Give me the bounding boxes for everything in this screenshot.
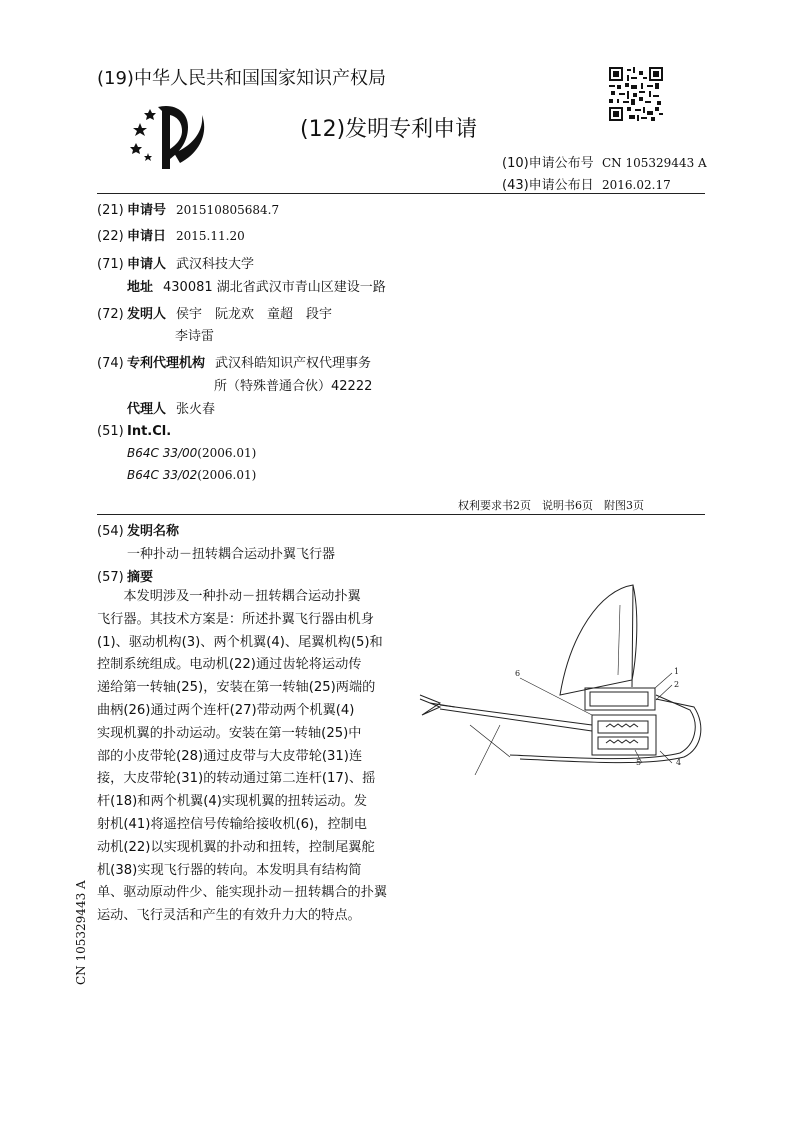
invention-title: 一种扑动－扭转耦合运动扑翼飞行器 xyxy=(127,547,336,562)
header-divider xyxy=(97,193,705,194)
abstract-text xyxy=(97,586,397,928)
application-date: 2015.11.20 xyxy=(176,229,245,243)
document-kind: (12)发明专利申请 xyxy=(300,117,478,142)
field-label: 代理人 xyxy=(127,402,167,417)
publication-date-label: (43)申请公布日 xyxy=(502,178,594,193)
application-number-row xyxy=(97,199,279,218)
address: 430081 湖北省武汉市青山区建设一路 xyxy=(163,280,386,295)
field-label: 申请人 xyxy=(127,257,167,272)
title-heading xyxy=(97,520,179,539)
field-code: (21) xyxy=(97,203,124,218)
field-label: 专利代理机构 xyxy=(127,356,206,371)
agent-row xyxy=(127,398,215,417)
int-cl-class-1 xyxy=(127,446,256,461)
figure-label: 1 xyxy=(674,667,680,676)
side-publication-number: CN 105329443 A xyxy=(74,880,88,985)
publication-date: 2016.02.17 xyxy=(602,178,671,192)
wing-outline xyxy=(560,585,637,695)
abstract-line: 单、驱动原动件少、能实现扑动－扭转耦合的扑翼 xyxy=(97,885,388,901)
abstract-line: 杆(18)和两个机翼(4)实现机翼的扭转运动。发 xyxy=(97,794,367,810)
abstract-line: 递给第一转轴(25)，安装在第一转轴(25)两端的 xyxy=(97,680,376,696)
abstract-figure xyxy=(410,575,710,775)
inventors: 侯宇 阮龙欢 童超 段宇 xyxy=(176,307,333,322)
inventors-row xyxy=(97,303,332,322)
abstract-line: 部的小皮带轮(28)通过皮带与大皮带轮(31)连 xyxy=(97,748,363,764)
abstract-heading xyxy=(97,566,153,585)
int-cl-class-2 xyxy=(127,468,256,483)
field-code: (22) xyxy=(97,229,124,244)
fuselage xyxy=(440,705,592,725)
abstract-line: 射机(41)将遥控信号传输给接收机(6)，控制电 xyxy=(97,816,367,832)
section-divider xyxy=(97,514,705,515)
sipo-logo xyxy=(130,103,210,171)
applicant: 武汉科技大学 xyxy=(176,257,255,272)
field-label: 申请号 xyxy=(127,203,167,218)
page-counts: 权利要求书2页 说明书6页 附图3页 xyxy=(458,499,644,512)
applicant-row xyxy=(97,253,254,272)
abstract-line: 机(38)实现飞行器的转向。本发明具有结构简 xyxy=(97,862,362,878)
figure-label: 2 xyxy=(674,680,680,689)
agency-row xyxy=(97,352,371,371)
agency: 武汉科皓知识产权代理事务 xyxy=(215,356,372,371)
field-label: Int.Cl. xyxy=(127,424,172,439)
ipc-code: B64C 33/00 xyxy=(127,446,198,460)
wing-spar xyxy=(632,585,633,687)
drive-housing xyxy=(585,688,655,710)
publication-number: CN 105329443 A xyxy=(602,156,707,170)
field-label: 摘要 xyxy=(127,570,154,585)
field-label: 地址 xyxy=(127,280,154,295)
office-name: (19)中华人民共和国国家知识产权局 xyxy=(97,68,386,89)
abstract-line: 飞行器。其技术方案是：所述扑翼飞行器由机身 xyxy=(97,611,374,627)
qr-code xyxy=(609,67,663,121)
figure-label: 4 xyxy=(676,758,682,767)
agent: 张火春 xyxy=(176,402,216,417)
ipc-version: (2006.01) xyxy=(197,446,257,460)
field-code: (54) xyxy=(97,524,124,539)
abstract-line: 实现机翼的扑动运动。安装在第一转轴(25)中 xyxy=(97,725,362,741)
figure-label: 6 xyxy=(515,669,521,678)
field-label: 发明名称 xyxy=(127,524,180,539)
field-label: 申请日 xyxy=(127,229,167,244)
application-date-row xyxy=(97,225,245,244)
field-code: (51) xyxy=(97,424,124,439)
ipc-version: (2006.01) xyxy=(197,468,257,482)
abstract-line: 动机(22)以实现机翼的扑动和扭转，控制尾翼舵 xyxy=(97,839,375,855)
figure-label: 5 xyxy=(636,758,642,767)
agency-line2: 所（特殊普通合伙）42222 xyxy=(214,379,373,394)
field-code: (57) xyxy=(97,570,124,585)
application-number: 201510805684.7 xyxy=(176,203,280,217)
address-row xyxy=(127,276,386,295)
ipc-code: B64C 33/02 xyxy=(127,468,198,482)
abstract-line: 接，大皮带轮(31)的转动通过第二连杆(17)、摇 xyxy=(97,771,376,787)
publication-number-row xyxy=(502,152,707,171)
publication-date-row xyxy=(502,174,671,193)
abstract-line: 控制系统组成。电动机(22)通过齿轮将运动传 xyxy=(97,657,362,673)
tail xyxy=(420,695,440,715)
abstract-line: 本发明涉及一种扑动－扭转耦合运动扑翼 xyxy=(97,589,361,604)
publication-number-label: (10)申请公布号 xyxy=(502,156,594,171)
abstract-line: (1)、驱动机构(3)、两个机翼(4)、尾翼机构(5)和 xyxy=(97,634,383,650)
field-code: (71) xyxy=(97,257,124,272)
field-label: 发明人 xyxy=(127,307,167,322)
field-code: (72) xyxy=(97,307,124,322)
abstract-line: 曲柄(26)通过两个连杆(27)带动两个机翼(4) xyxy=(97,702,355,718)
inventors-line2: 李诗雷 xyxy=(175,329,215,344)
field-code: (74) xyxy=(97,356,124,371)
int-cl-row xyxy=(97,424,171,439)
abstract-line: 运动、飞行灵活和产生的有效升力大的特点。 xyxy=(97,908,361,924)
